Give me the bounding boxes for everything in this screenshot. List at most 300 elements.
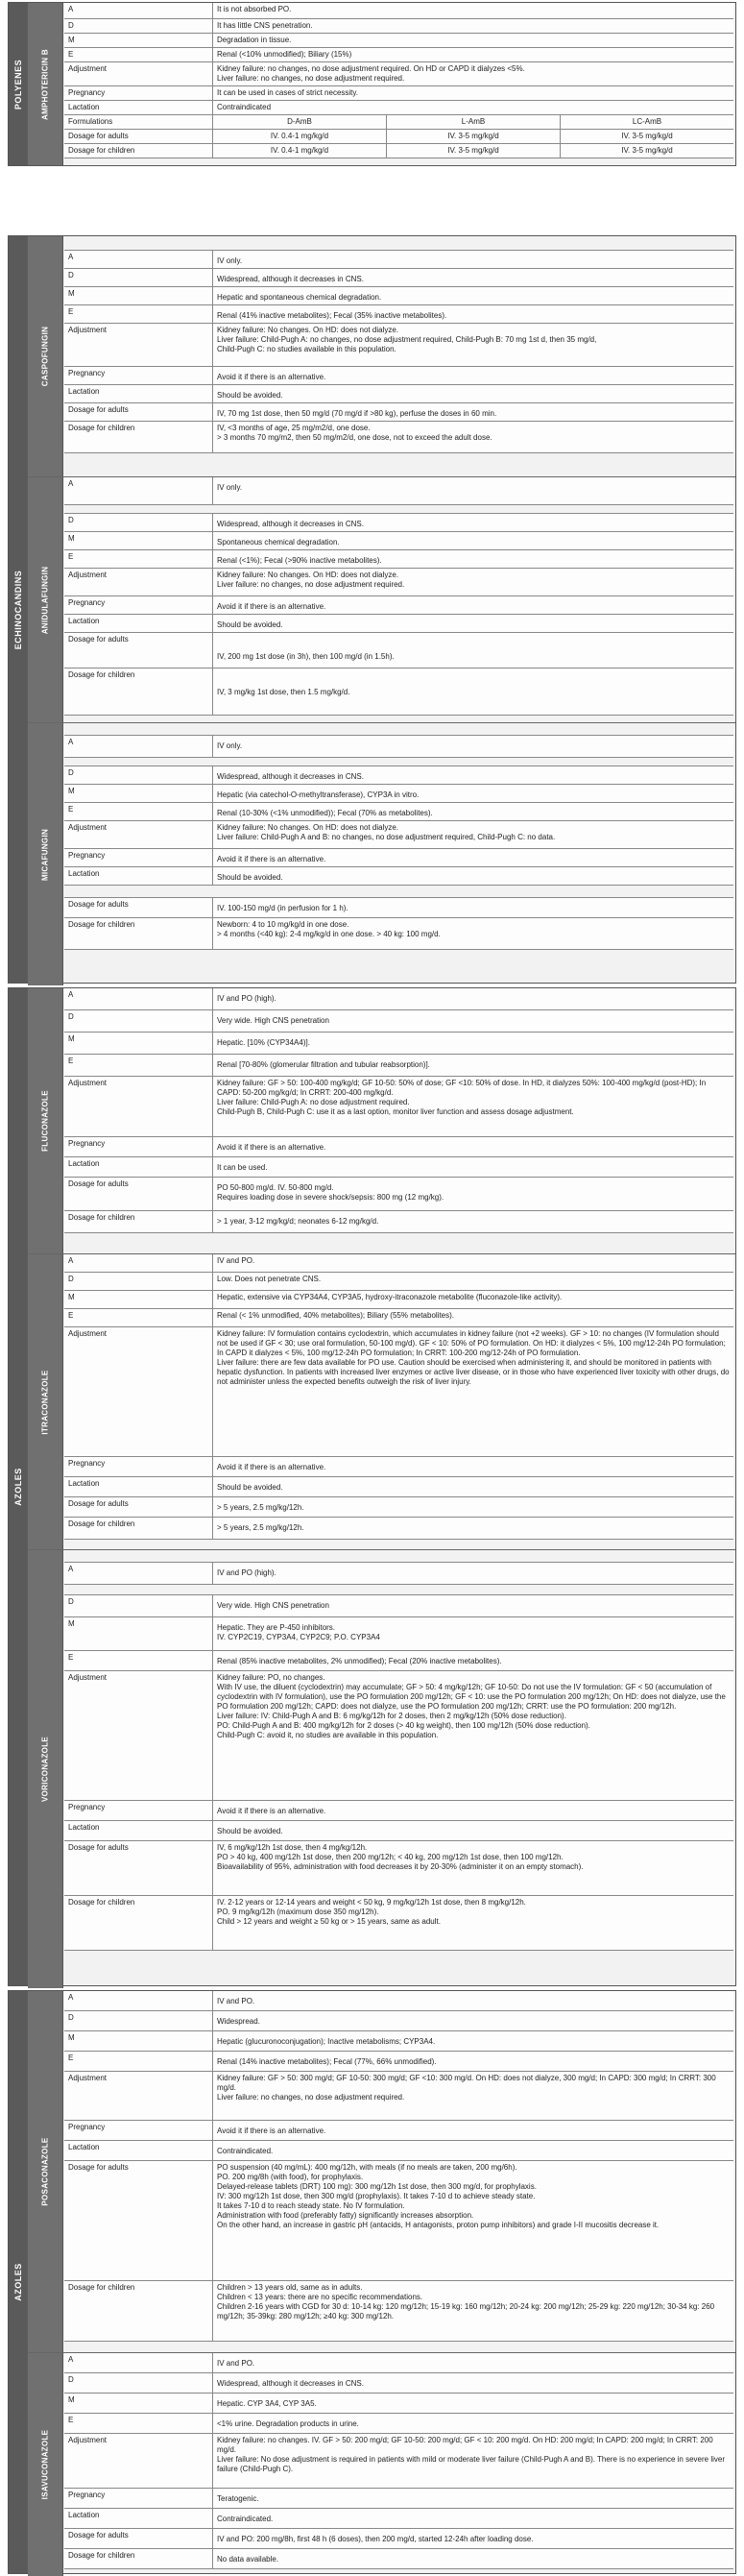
table-row: [64, 2121, 733, 2141]
row-value: It has little CNS penetration.: [217, 21, 313, 30]
row-key: A: [64, 2353, 213, 2372]
row-key: Lactation: [64, 1477, 213, 1496]
row-key: Pregnancy: [64, 86, 213, 100]
row-value: It is not absorbed PO.: [217, 5, 292, 13]
row-value: Hepatic and spontaneous chemical degradation.: [217, 293, 382, 302]
row-value: IV. 2-12 years or 12-14 years and weight < 50 kg, 9 mg/kg/12h 1st dose, then 8 mg/kg/12h. PO. 9 mg/kg/12h (maximum dose 350 mg/12h). Child > 12 years and weight ≥ 50 kg or > 15 years, same as adult.: [217, 1898, 526, 1926]
dose-col: IV. 0.4-1 mg/kg/d: [213, 144, 387, 158]
row-value: Teratogenic.: [217, 2494, 259, 2503]
row-key: M: [64, 34, 213, 47]
row-value: No data available.: [217, 2555, 279, 2564]
row-key: A: [64, 988, 213, 1009]
drug-block-isavuconazole: [28, 2352, 735, 2576]
table-row: [64, 615, 733, 633]
row-value: IV, 3 mg/kg 1st dose, then 1.5 mg/kg/d.: [217, 688, 350, 696]
row-value: Contraindicated.: [217, 2515, 274, 2523]
row-value: Renal (<1%); Fecal (>90% inactive metabolites).: [217, 556, 382, 565]
row-value: Kidney failure: No changes. On HD: does not dialyze. Liver failure: no changes, no dose adjustment required.: [217, 571, 405, 589]
row-value: Hepatic. CYP 3A4, CYP 3A5.: [217, 2399, 317, 2408]
dose-col: IV. 3-5 mg/kg/d: [621, 132, 673, 140]
row-key: E: [64, 2052, 213, 2071]
row-value: Kidney failure: no changes, no dose adjustment required. On HD or CAPD it dialyzes <5%. Liver failure: no changes, no dose adjustment required.: [217, 64, 525, 83]
table-row: [64, 2509, 733, 2529]
row-key: Pregnancy: [64, 596, 213, 614]
row-key: E: [64, 803, 213, 820]
row-key: A: [64, 1991, 213, 2010]
row-value: Kidney failure: GF > 50: 300 mg/d; GF 10-50: 300 mg/d; GF <10: 300 mg/d. On HD: does not dialyze, 300 mg/d; In CAPD: 300 mg/d; In CRRT: 300 mg/d. Liver failure: no changes, no dose adjustment required.: [217, 2074, 716, 2102]
table-row: [64, 2549, 733, 2569]
table-row: [64, 1651, 733, 1671]
row-key: Dosage for adults: [64, 130, 213, 143]
row-key: Pregnancy: [64, 849, 213, 866]
table-row: [64, 19, 733, 34]
row-key: Dosage for children: [64, 2549, 213, 2568]
table-row: [64, 2281, 733, 2342]
table-row: [64, 1254, 733, 1273]
spacer: [64, 886, 733, 898]
table-row: [64, 1671, 733, 1801]
row-value: Contraindicated: [217, 103, 272, 111]
row-key: M: [64, 1291, 213, 1308]
table-row: [64, 1896, 733, 1951]
row-key: Dosage for adults: [64, 633, 213, 668]
row-key: E: [64, 550, 213, 568]
row-value: It can be used.: [217, 1163, 268, 1172]
rows: [64, 1550, 733, 1951]
dose-col: IV. 3-5 mg/kg/d: [387, 130, 561, 143]
drug-band: [28, 1254, 63, 1550]
row-value: Avoid it if there is an alternative.: [217, 1463, 326, 1471]
row-value: > 1 year, 3-12 mg/kg/d; neonates 6-12 mg/kg/d.: [217, 1217, 379, 1226]
table-row: [64, 803, 733, 821]
row-key: E: [64, 305, 213, 323]
row-key: Dosage for adults: [64, 2529, 213, 2548]
formulations-row: [64, 115, 733, 130]
drug-band: [28, 236, 63, 476]
table-row: [64, 988, 733, 1010]
row-value: Should be avoided.: [217, 873, 283, 882]
row-key: D: [64, 1595, 213, 1616]
table-row: [64, 821, 733, 849]
row-key: Lactation: [64, 1157, 213, 1177]
table-row: [64, 766, 733, 785]
table-row: [64, 1841, 733, 1896]
drug-label: ISAVUCONAZOLE: [40, 2429, 50, 2500]
row-key: Pregnancy: [64, 1137, 213, 1156]
table-row: [64, 1595, 733, 1617]
row-value: IV, 6 mg/kg/12h 1st dose, then 4 mg/kg/12h. PO > 40 kg, 400 mg/12h 1st dose, then 200 mg/12h; < 40 kg, 200 mg/12h 1st dose, then 100 mg/12h. Bioavailability of 95%, administration with food decreases it by 20-30% (administer it on an empty stomach).: [217, 1843, 584, 1871]
row-key: Dosage for children: [64, 1211, 213, 1232]
rows: [64, 236, 733, 453]
row-key: Dosage for adults: [64, 1178, 213, 1210]
table-row: [64, 1518, 733, 1540]
row-key: E: [64, 1055, 213, 1076]
row-key: D: [64, 269, 213, 286]
row-value: It can be used in cases of strict necessity.: [217, 88, 359, 97]
table-row: [64, 736, 733, 758]
drug-block-voriconazole: [28, 1549, 735, 1988]
adult-dose-row: [64, 130, 733, 144]
table-row: [64, 1055, 733, 1077]
family-section-azoles-1: [8, 987, 736, 1986]
drug-band: [28, 3, 63, 165]
drug-label: MICAFUNGIN: [40, 828, 50, 881]
row-key: M: [64, 532, 213, 549]
table-row: [64, 1457, 733, 1477]
family-label: POLYENES: [13, 59, 23, 109]
table-row: [64, 2434, 733, 2489]
row-value: Kidney failure: PO, no changes. With IV use, the diluent (cyclodextrin) may accumulate; GF > 50: 4 mg/kg/12h; GF 10-50: Do not use the IV formulation: GF < 50 (accumulation of cyclodextrin with IV formulation), use the PO formulation 200 mg/12h; GF < 10: use the PO formulation 200 mg/12h; On HD: does not dialyze, use the PO formulation 200 mg/12h; CAPD: does not dialyze, use the PO formulation 200 mg/12h; CRRT: use the PO formulation: 200 mg/12h. Liver failure: IV: Child-Pugh A and B: 6 mg/kg/12h for 2 doses, then 2 mg/kg/12h (50% dose reduction). PO: Child-Pugh A and B: 400 mg/kg/12h for 2 doses (> 40 kg weight), then 100 mg/12h (50% dose reduction). Child-Pugh C: avoid it, no studies are available in this population.: [217, 1673, 726, 1739]
spacer: [64, 236, 733, 251]
drug-label: FLUCONAZOLE: [40, 1090, 50, 1152]
row-value: Should be avoided.: [217, 1827, 283, 1835]
family-label: AZOLES: [13, 2263, 23, 2301]
table-row: [64, 2072, 733, 2121]
row-value: Widespread.: [217, 2017, 260, 2026]
spacer: [64, 758, 733, 766]
row-value: IV and PO.: [217, 1997, 255, 2005]
row-key: Dosage for adults: [64, 898, 213, 917]
table-row: [64, 1211, 733, 1233]
drug-label: POSACONAZOLE: [40, 2137, 50, 2206]
drug-block-micafungin: [28, 722, 735, 985]
row-value: Newborn: 4 to 10 mg/kg/d in one dose. > 4 months (<40 kg): 2-4 mg/kg/d in one dose. > 40 kg: 100 mg/d.: [217, 920, 441, 938]
row-key: D: [64, 2011, 213, 2030]
row-value: IV and PO (high).: [217, 1568, 276, 1577]
row-key: Lactation: [64, 2141, 213, 2160]
spacer: [64, 1550, 733, 1563]
table-row: [64, 2161, 733, 2281]
family-section-echinocandins: [8, 235, 736, 984]
table-row: [64, 1291, 733, 1309]
drug-label: ITRACONAZOLE: [40, 1370, 50, 1435]
child-dose-row: [64, 144, 733, 158]
drug-band: [28, 1550, 63, 1988]
table-row: [64, 251, 733, 269]
row-value: Hepatic (via catechol-O-methyltransferase), CYP3A in vitro.: [217, 790, 420, 799]
family-section-polyenes: [8, 2, 736, 166]
table-row: [64, 62, 733, 86]
spacer: [64, 1585, 733, 1595]
table-row: [64, 898, 733, 918]
formulation-col: D-AmB: [213, 115, 387, 129]
table-row: [64, 1033, 733, 1055]
rows: [64, 2353, 733, 2569]
row-value: <1% urine. Degradation products in urine.: [217, 2419, 359, 2428]
row-value: IV only.: [217, 741, 243, 750]
family-label: AZOLES: [13, 1468, 23, 1506]
drug-band: [28, 723, 63, 985]
row-key: M: [64, 287, 213, 304]
row-value: Hepatic. [10% (CYP34A4)].: [217, 1038, 310, 1047]
table-row: [64, 918, 733, 950]
row-value: Degradation in tissue.: [217, 36, 292, 44]
row-key: Dosage for adults: [64, 1841, 213, 1895]
row-value: IV, 70 mg 1st dose, then 50 mg/d (70 mg/d if >80 kg), perfuse the doses in 60 min.: [217, 409, 497, 418]
table-row: [64, 1563, 733, 1585]
row-value: IV and PO.: [217, 1256, 255, 1265]
table-row: [64, 1327, 733, 1457]
row-key: A: [64, 477, 213, 504]
row-key: Pregnancy: [64, 2121, 213, 2140]
table-row: [64, 1309, 733, 1327]
table-row: [64, 596, 733, 615]
row-value: Hepatic (glucuronoconjugation); Inactive metabolisms; CYP3A4.: [217, 2037, 436, 2046]
table-row: [64, 101, 733, 115]
row-key: D: [64, 1010, 213, 1032]
row-value: > 5 years, 2.5 mg/kg/12h.: [217, 1523, 304, 1532]
table-row: [64, 1273, 733, 1291]
table-row: [64, 2489, 733, 2509]
table-row: [64, 668, 733, 716]
table-row: [64, 1497, 733, 1518]
row-value: Avoid it if there is an alternative.: [217, 1143, 326, 1152]
family-section-azoles-2: [8, 1990, 736, 2574]
row-key: Dosage for children: [64, 1518, 213, 1539]
row-key: Formulations: [64, 115, 213, 129]
drug-label: CASPOFUNGIN: [40, 326, 50, 387]
row-value: Renal (10-30% (<1% unmodified)); Fecal (70% as metabolites).: [217, 809, 433, 817]
row-value: Kidney failure: GF > 50: 100-400 mg/kg/d; GF 10-50: 50% of dose; GF <10: 50% of dose. In HD, it dialyzes 50%: 100-400 mg/kg/d (post-HD); In CAPD: 50-200 mg/kg/d; In CRRT: 200-400 mg/kg/d. Liver failure: Child-Pugh A: no dose adjustment required. Child-Pugh B, Child-Pugh C: use it as a last option, monitor liver function and assess dosage adjustment.: [217, 1079, 707, 1116]
table-row: [64, 477, 733, 505]
row-key: Adjustment: [64, 324, 213, 366]
table-row: [64, 569, 733, 596]
drug-label: AMPHOTERICIN B: [40, 48, 50, 120]
row-value: IV. 100-150 mg/d (in perfusion for 1 h).: [217, 904, 348, 912]
row-key: D: [64, 514, 213, 531]
row-value: PO 50-800 mg/d. IV. 50-800 mg/d. Requires loading dose in severe shock/sepsis: 800 mg (12 mg/kg).: [217, 1183, 444, 1202]
row-value: Spontaneous chemical degradation.: [217, 538, 340, 547]
row-key: A: [64, 1563, 213, 1584]
dose-col: IV. 3-5 mg/kg/d: [387, 144, 561, 158]
row-key: M: [64, 2031, 213, 2051]
row-value: Kidney failure: No changes. On HD: does not dialyze. Liver failure: Child-Pugh A: no changes, no dose adjustment required, Child-Pugh B: 70 mg 1st d, then 35 mg/d, Child-Pugh C: no studies available in this population.: [217, 326, 597, 353]
row-value: Kidney failure: IV formulation contains cyclodextrin, which accumulates in kidney failure (not +2 weeks). GF > 10: no changes (IV formulation should not be used if GF < 30; use oral formulation, 50-100 mg/d). GF < 10: 50% of PO formulation. On HD: it dialyzes < 5%, 100 mg/12-24h PO formulation; In CAPD it dialyzes < 5%, 100 mg/12-24h PO formulation; In CRRT: 100-200 mg/12-24h of PO formulation. Liver failure: there are few data available for PO use. Caution should be exercised when administering it, and should be monitored in patients with hepatic dysfunction. In patients with increased liver enzymes or active liver disease, or in those who have experienced liver toxicity with other drugs, do not administer unless the expected benefits outweigh the risk of liver injury.: [217, 1329, 730, 1386]
table-row: [64, 2373, 733, 2394]
table-row: [64, 3, 733, 19]
row-key: A: [64, 1254, 213, 1272]
row-key: Lactation: [64, 2509, 213, 2528]
row-key: D: [64, 766, 213, 784]
drug-band: [28, 1991, 63, 2352]
row-value: Avoid it if there is an alternative.: [217, 2126, 326, 2135]
row-value: IV and PO: 200 mg/8h, first 48 h (6 doses), then 200 mg/d, started 12-24h after loading dose.: [217, 2535, 534, 2543]
table-row: [64, 2414, 733, 2434]
row-key: Dosage for children: [64, 422, 213, 452]
row-value: Kidney failure: no changes. IV. GF > 50: 200 mg/d; GF 10-50: 200 mg/d; GF < 10: 200 mg/d. On HD: 200 mg/d; In CAPD: 200 mg/d; In CRRT: 200 mg/d. Liver failure: No dose adjustment is required in patients with mild or moderate liver failure (Child-Pugh A and B). There is no experience in severe liver failure (Child-Pugh C).: [217, 2436, 725, 2473]
dose-col: IV. 3-5 mg/kg/d: [621, 146, 673, 155]
row-key: A: [64, 736, 213, 757]
table-row: [64, 305, 733, 324]
row-key: Dosage for children: [64, 918, 213, 949]
row-value: Children > 13 years old, same as in adults. Children < 13 years: there are no specific recommendations. Children 2-16 years with CGD for 30 d: 10-14 kg: 120 mg/12h; 15-19 kg: 160 mg/12h; 20-24 kg: 200 mg/12h; 25-29 kg: 220 mg/12h; 30-34 kg: 260 mg/12h; 35-39kg: 280 mg/12h; ≥40 kg: 300 mg/12h.: [217, 2283, 715, 2321]
row-key: M: [64, 1033, 213, 1054]
row-value: Avoid it if there is an alternative.: [217, 855, 326, 863]
row-value: IV and PO.: [217, 2359, 255, 2368]
drug-band: [28, 988, 63, 1253]
family-band: [9, 988, 28, 1985]
table-row: [64, 1821, 733, 1841]
row-key: Lactation: [64, 1821, 213, 1840]
table-row: [64, 785, 733, 803]
table-row: [64, 2529, 733, 2549]
table-row: [64, 403, 733, 422]
row-key: M: [64, 1617, 213, 1650]
family-band: [9, 1991, 28, 2573]
table-row: [64, 2052, 733, 2072]
rows: [64, 988, 733, 1233]
drug-block-itraconazole: [28, 1253, 735, 1550]
row-value: Should be avoided.: [217, 1483, 283, 1492]
table-row: [64, 1477, 733, 1497]
table-row: [64, 86, 733, 101]
row-value: Should be avoided.: [217, 391, 283, 400]
row-key: Lactation: [64, 101, 213, 114]
row-key: Adjustment: [64, 569, 213, 595]
row-key: Dosage for children: [64, 144, 213, 158]
row-key: Adjustment: [64, 2072, 213, 2120]
row-value: Renal (<10% unmodified); Biliary (15%): [217, 50, 352, 59]
drug-band: [28, 477, 63, 723]
row-value: Very wide. High CNS penetration: [217, 1601, 329, 1610]
row-key: Adjustment: [64, 1077, 213, 1136]
table-row: [64, 514, 733, 532]
row-key: Lactation: [64, 615, 213, 632]
table-row: [64, 2353, 733, 2373]
row-key: Adjustment: [64, 62, 213, 85]
row-key: D: [64, 2373, 213, 2393]
row-key: E: [64, 2414, 213, 2433]
row-key: Lactation: [64, 867, 213, 885]
row-key: Adjustment: [64, 821, 213, 848]
table-row: [64, 1077, 733, 1137]
table-row: [64, 48, 733, 62]
table-row: [64, 324, 733, 367]
row-value: IV, 200 mg 1st dose (in 3h), then 100 mg/d (in 1.5h).: [217, 652, 395, 661]
row-key: Pregnancy: [64, 2489, 213, 2508]
table-row: [64, 269, 733, 287]
drug-label: VORICONAZOLE: [40, 1736, 50, 1803]
family-label: ECHINOCANDINS: [13, 570, 23, 649]
row-key: A: [64, 251, 213, 268]
row-key: Adjustment: [64, 1327, 213, 1456]
row-key: Dosage for adults: [64, 1497, 213, 1517]
row-value: Widespread, although it decreases in CNS.: [217, 772, 364, 781]
row-key: Dosage for adults: [64, 403, 213, 421]
table-row: [64, 1991, 733, 2011]
table-row: [64, 367, 733, 385]
table-row: [64, 1137, 733, 1157]
table-row: [64, 2141, 733, 2161]
formulation-col: LC-AmB: [632, 117, 662, 126]
table-row: [64, 532, 733, 550]
rows: [64, 723, 733, 950]
row-value: Widespread, although it decreases in CNS.: [217, 275, 364, 283]
row-key: Pregnancy: [64, 367, 213, 384]
drug-block-fluconazole: [28, 988, 735, 1253]
row-value: Avoid it if there is an alternative.: [217, 1807, 326, 1815]
row-value: Renal (41% inactive metabolites); Fecal (35% inactive metabolites).: [217, 311, 447, 320]
row-value: IV only.: [217, 256, 243, 265]
rows: [64, 1254, 733, 1540]
table-row: [64, 849, 733, 867]
table-row: [64, 385, 733, 403]
table-row: [64, 2394, 733, 2414]
row-key: Pregnancy: [64, 1801, 213, 1820]
row-key: E: [64, 48, 213, 61]
row-value: IV, <3 months of age, 25 mg/m2/d, one dose. > 3 months 70 mg/m2, then 50 mg/m2/d, one dose, not to exceed the adult dose.: [217, 424, 492, 442]
table-row: [64, 1157, 733, 1178]
row-value: IV and PO (high).: [217, 994, 276, 1003]
table-row: [64, 1178, 733, 1211]
dose-col: IV. 0.4-1 mg/kg/d: [213, 130, 387, 143]
row-key: M: [64, 785, 213, 802]
table-row: [64, 867, 733, 886]
table-row: [64, 2011, 733, 2031]
drug-block-caspofungin: [28, 236, 735, 476]
row-value: Very wide. High CNS penetration: [217, 1016, 329, 1025]
table-row: [64, 422, 733, 453]
row-value: Renal (14% inactive metabolites); Fecal (77%, 66% unmodified).: [217, 2057, 437, 2066]
row-value: IV only.: [217, 483, 243, 492]
spacer: [64, 723, 733, 736]
drug-band: [28, 2353, 63, 2576]
table-row: [64, 34, 733, 48]
row-value: Avoid it if there is an alternative.: [217, 602, 326, 611]
table-row: [64, 550, 733, 569]
row-value: > 5 years, 2.5 mg/kg/12h.: [217, 1503, 304, 1512]
spacer: [64, 505, 733, 514]
row-key: A: [64, 3, 213, 18]
row-value: Kidney failure: No changes. On HD: does not dialyze. Liver failure: Child-Pugh A and B: no changes, no dose adjustment required, Child-Pugh C: no data.: [217, 823, 556, 841]
family-band: [9, 236, 28, 983]
table-row: [64, 2031, 733, 2052]
row-key: Adjustment: [64, 2434, 213, 2488]
row-value: Should be avoided.: [217, 620, 283, 629]
rows: [64, 1991, 733, 2342]
row-value: Contraindicated.: [217, 2147, 274, 2155]
row-value: Widespread, although it decreases in CNS.: [217, 2379, 364, 2388]
family-band: [9, 3, 28, 165]
drug-block-amphotericin-b: [28, 3, 735, 165]
row-key: Adjustment: [64, 1671, 213, 1800]
row-value: Renal (< 1% unmodified, 40% metabolites); Biliary (55% metabolites).: [217, 1311, 455, 1320]
row-value: Widespread, although it decreases in CNS.: [217, 520, 364, 528]
row-key: D: [64, 1273, 213, 1290]
row-value: Renal (85% inactive metabolites, 2% unmodified); Fecal (20% inactive metabolites).: [217, 1657, 502, 1665]
row-key: M: [64, 2394, 213, 2413]
drug-label: ANIDULAFUNGIN: [40, 566, 50, 635]
row-value: Renal [70-80% (glomerular filtration and tubular reabsorption)].: [217, 1060, 430, 1069]
row-key: E: [64, 1309, 213, 1326]
row-key: Dosage for children: [64, 668, 213, 715]
formulation-col: L-AmB: [387, 115, 561, 129]
row-value: PO suspension (40 mg/mL): 400 mg/12h, with meals (if no meals are taken, 200 mg/6h). PO. 200 mg/8h (with food), for prophylaxis. Delayed-release tablets (DRT) 100 mg): 300 mg/12h 1st dose, then 300 mg/d, for prophylaxis. IV: 300 mg/12h 1st dose, then 300 mg/d (prophylaxis). It takes 7-10 d to achieve steady state. It takes 7-10 d to reach steady state. No IV formulation. Administration with food (preferably fatty) significantly increases absorption. On the other hand, an increase in gastric pH (antacids, H antagonists, proton pump inhibitors) and grade I-II mucositis decrease it.: [217, 2163, 660, 2229]
table-row: [64, 633, 733, 668]
table-row: [64, 1801, 733, 1821]
row-value: Low. Does not penetrate CNS.: [217, 1275, 322, 1283]
row-key: Dosage for children: [64, 1896, 213, 1950]
table-row: [64, 1010, 733, 1033]
row-value: Hepatic. They are P-450 inhibitors. IV. CYP2C19, CYP3A4, CYP2C9; P.O. CYP3A4: [217, 1623, 380, 1641]
rows: [64, 3, 733, 158]
row-key: D: [64, 19, 213, 33]
row-key: Dosage for adults: [64, 2161, 213, 2280]
table-row: [64, 1617, 733, 1651]
table-row: [64, 287, 733, 305]
row-key: Dosage for children: [64, 2281, 213, 2341]
row-key: Lactation: [64, 385, 213, 402]
